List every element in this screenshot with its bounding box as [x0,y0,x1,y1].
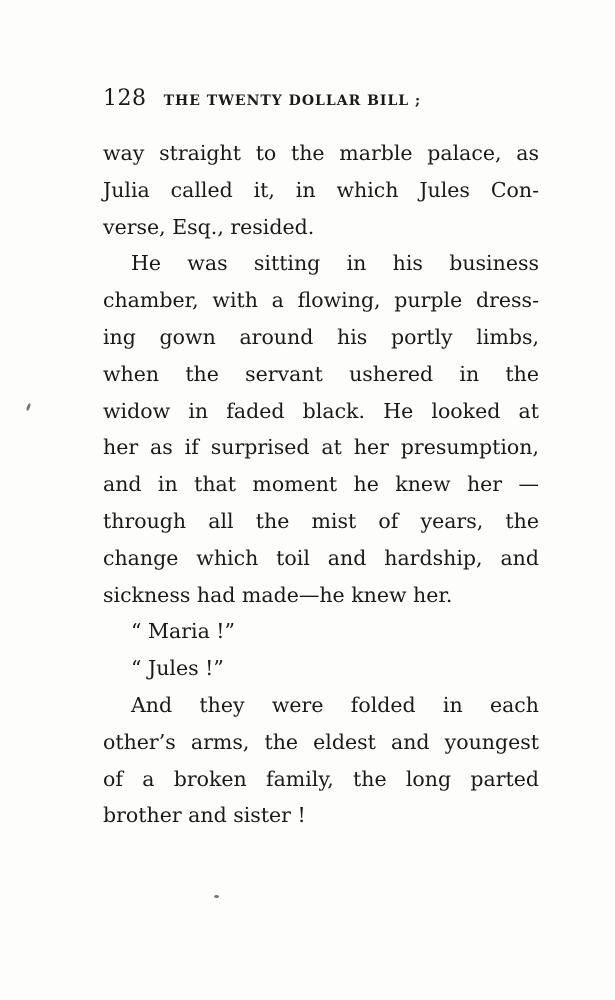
body-text [103,135,539,834]
ink-speck [214,895,219,898]
text-line: way straight to the marble palace, as [103,141,539,165]
text-line: her as if surprised at her presumption, [103,435,539,460]
text-line: verse, Esq., resided. [103,214,315,239]
text-line: chamber, with a flowing, purple dress- [103,288,539,313]
text-line: brother and sister ! [103,803,306,828]
dialogue-line: “ Maria !” [131,619,236,644]
text-line: ing gown around his portly limbs, [103,324,539,349]
text-line: change which toil and hardship, and [103,545,539,570]
page-header [103,86,543,120]
text-line: widow in faded black. He looked at [103,398,539,423]
page-number: 128 [103,86,147,111]
text-line: And they were folded in each [131,692,539,717]
ink-speck [26,403,32,412]
text-line: He was sitting in his business [131,251,539,276]
text-line: when the servant ushered in the [103,361,539,386]
text-line: through all the mist of years, the [103,508,539,533]
running-head: THE TWENTY DOLLAR BILL ; [163,93,422,109]
text-line: sickness had made—he knew her. [103,582,453,607]
text-line: Julia called it, in which Jules Con- [103,177,539,202]
text-line: other’s arms, the eldest and youngest [103,729,539,754]
text-line: of a broken family, the long parted [103,766,539,791]
text-line: and in that moment he knew her — [103,472,539,497]
dialogue-line: “ Jules !” [131,656,224,681]
